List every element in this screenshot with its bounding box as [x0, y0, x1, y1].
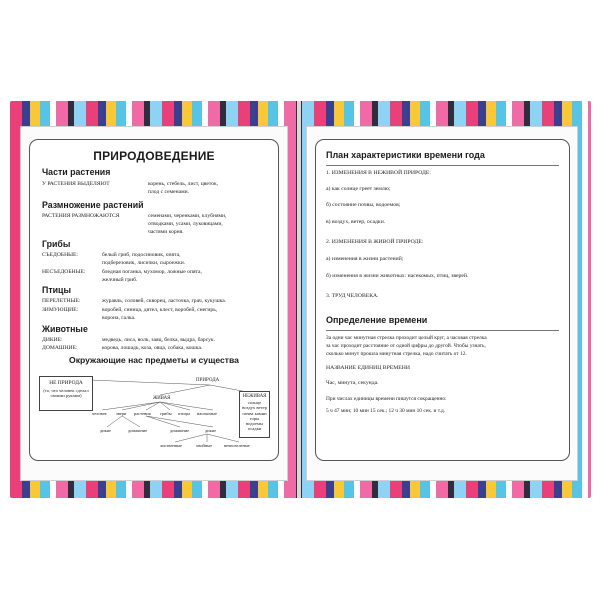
not-nature-box [39, 376, 93, 411]
domestic-line1: корова, лошадь, коза, овца, собака, кошка. [102, 345, 203, 351]
season-plan-title: План характеристики времени года [326, 150, 485, 160]
birds-node: птицы [178, 411, 190, 416]
wintering-line1: воробей, синица, дятел, клест, воробей, снегирь, [102, 307, 218, 313]
plan-item2a: а) изменения в жизни растений; [326, 256, 404, 262]
time-para2: за час проходит расстояние от одной цифры до другой. Чтобы узнать, [326, 343, 486, 349]
person-node: человек [92, 411, 107, 416]
migratory-line1: журавль, соловей, скворец, ласточка, грач, кукушка. [102, 298, 227, 304]
time-para3: сколько минут прошла минутная стрелка, надо считать от 12. [326, 351, 467, 357]
reproduction-label: РАСТЕНИЯ РАЗМНОЖАЮТСЯ [42, 213, 120, 219]
season-plan-rule [326, 165, 559, 166]
reproduction-line2: отводками, усами, луковицами, [148, 221, 223, 227]
plan-item3: 3. ТРУД ЧЕЛОВЕКА. [326, 293, 379, 299]
fungi-node: грибы [160, 411, 172, 416]
domestic-node: домашние [128, 428, 148, 433]
wild-line1: медведь, лиса, волк, заяц, белка, выдра, барсук. [102, 337, 216, 343]
animals-node: звери [116, 411, 127, 416]
plan-item1b: б) состояние почвы, водоемов; [326, 202, 401, 208]
nature-node: ПРИРОДА [196, 378, 220, 383]
inedible-label: НЕСЪЕДОБНЫЕ: [42, 269, 86, 275]
plan-item1c: в) воздух, ветер, осадки. [326, 219, 386, 225]
animals-heading: Животные [42, 324, 88, 334]
edible-line1: белый гриб, подосиновик, опята, [102, 252, 181, 258]
nonliving-label: НЕЖИВАЯ [242, 394, 267, 399]
right-panel-seasons-time [315, 139, 570, 461]
wintering-label: ЗИМУЮЩИЕ: [42, 307, 79, 313]
wild-plants-node: дикие [205, 428, 217, 433]
time-para1: За одни час минутная стрелка проходит целый круг, а часовая стрелка [326, 335, 487, 341]
plant-parts-heading: Части растения [42, 167, 111, 177]
wintering-line2: ворона, галка. [102, 315, 136, 321]
reproduction-line3: частями корня. [148, 229, 184, 235]
migratory-label: ПЕРЕЛЕТНЫЕ: [42, 298, 81, 304]
plan-item1a: а) как солнце греет землю; [326, 186, 391, 192]
left-panel-nature-studies [29, 139, 279, 461]
not-nature-label: НЕ ПРИРОДА [49, 380, 83, 386]
domestic-label: ДОМАШНИЕ: [42, 345, 78, 351]
nonliving-items: солнце воздух ветер почва камни горы водоемы осадки [242, 400, 267, 432]
plan-item2b: б) изменения в жизни животных: насекомых, птиц, зверей. [326, 273, 469, 279]
evergreen-node: вечнозеленые [224, 443, 250, 448]
edible-line2: подберезовик, лисички, сыроежки. [102, 260, 186, 266]
living-node: ЖИВАЯ [153, 396, 171, 401]
inedible-line1: бледная поганка, мухомор, ложные опята, [102, 269, 202, 275]
deciduous-node: лиственные [160, 443, 183, 448]
mushrooms-heading: Грибы [42, 239, 71, 249]
plants-node: растения [134, 411, 151, 416]
wild-label: ДИКИЕ: [42, 337, 63, 343]
plant-parts-label: У РАСТЕНИЯ ВЫДЕЛЯЮТ [42, 181, 110, 187]
coniferous-node: хвойные [196, 443, 213, 448]
time-title: Определение времени [326, 315, 428, 325]
inedible-line2: желчный гриб. [102, 277, 138, 283]
diagram-title: Окружающие нас предметы и существа [69, 355, 239, 365]
domestic-plants-node: домашние [170, 428, 190, 433]
time-units-label: НАЗВАНИЕ ЕДИНИЦ ВРЕМЕНИ [326, 365, 410, 371]
birds-heading: Птицы [42, 285, 71, 295]
edible-label: СЪЕДОБНЫЕ: [42, 252, 78, 258]
notebook-spine [297, 101, 301, 498]
nature-studies-title: ПРИРОДОВЕДЕНИЕ [93, 149, 215, 163]
plan-item1: 1. ИЗМЕНЕНИЯ В НЕЖИВОЙ ПРИРОДЕ: [326, 170, 431, 176]
nonliving-box [239, 391, 270, 438]
not-nature-description: (то, что человек сделал своими руками) [43, 388, 89, 399]
time-rule [326, 330, 559, 331]
plant-parts-line1: корень, стебель, лист, цветок, [148, 181, 219, 187]
time-abbr: 5 ч 47 мин; 10 мин 15 сек.; 12 ч 30 мин 10 сек. и т.д. [326, 408, 446, 414]
time-abbr-label: При числах единицы времени пишутся сокращенно: [326, 396, 447, 402]
plan-item2: 2. ИЗМЕНЕНИЯ В ЖИВОЙ ПРИРОДЕ: [326, 239, 424, 245]
insects-node: насекомые [197, 411, 217, 416]
plant-parts-line2: плод с семенами. [148, 189, 190, 195]
time-units: Час, минута, секунда. [326, 380, 379, 386]
reproduction-line1: семенами, черенками, клубнями, [148, 213, 227, 219]
wild-node: дикие [100, 428, 112, 433]
reproduction-heading: Размножение растений [42, 200, 144, 210]
